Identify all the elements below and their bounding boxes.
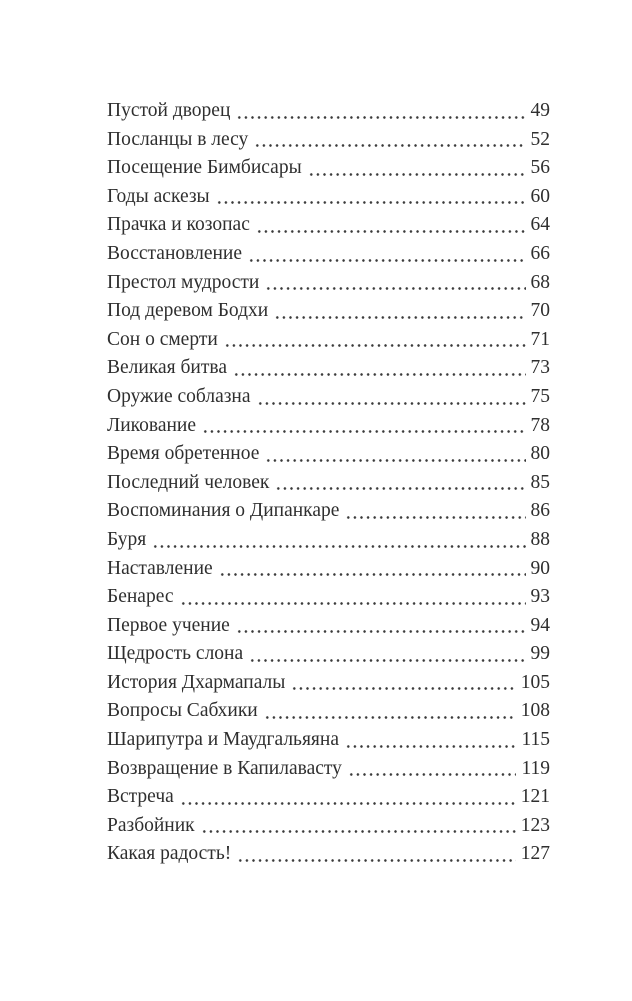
toc-entry-title: Великая битва bbox=[107, 357, 227, 379]
toc-entry-page-number: 88 bbox=[530, 528, 550, 550]
toc-entry-title: Буря bbox=[107, 528, 147, 550]
toc-entry-title: Щедрость слона bbox=[107, 643, 244, 665]
toc-entry-page-number: 71 bbox=[530, 328, 550, 350]
dot-leader bbox=[180, 583, 526, 612]
toc-entry-title: Время обретенное bbox=[107, 443, 260, 465]
toc-entry bbox=[107, 183, 550, 212]
dot-leader bbox=[236, 612, 526, 641]
toc-entry-page-number: 127 bbox=[520, 843, 550, 865]
toc-entry-page-number: 68 bbox=[530, 271, 550, 293]
toc-entry-title: Престол мудрости bbox=[107, 271, 260, 293]
toc-entry-title: Оружие соблазна bbox=[107, 385, 251, 407]
toc-entry-page-number: 121 bbox=[520, 786, 550, 808]
toc-entry-page-number: 94 bbox=[530, 614, 550, 636]
toc-entry-page-number: 70 bbox=[530, 300, 550, 322]
toc-entry-title: Первое учение bbox=[107, 614, 230, 636]
dot-leader bbox=[265, 440, 525, 469]
dot-leader bbox=[291, 669, 515, 698]
toc-entry-page-number: 78 bbox=[530, 414, 550, 436]
toc-entry-page-number: 108 bbox=[520, 700, 550, 722]
dot-leader bbox=[348, 755, 517, 784]
toc-entry bbox=[107, 97, 550, 126]
toc-entry-title: Наставление bbox=[107, 557, 213, 579]
dot-leader bbox=[345, 497, 525, 526]
dot-leader bbox=[236, 97, 525, 126]
toc-entry-page-number: 64 bbox=[530, 214, 550, 236]
dot-leader bbox=[216, 183, 526, 212]
toc-entry-page-number: 119 bbox=[521, 757, 550, 779]
toc-entry bbox=[107, 640, 550, 669]
toc-entry-title: Ликование bbox=[107, 414, 197, 436]
toc-entry-page-number: 85 bbox=[530, 471, 550, 493]
dot-leader bbox=[274, 297, 525, 326]
toc-entry-title: Пустой дворец bbox=[107, 100, 231, 121]
toc-entry-title: Под деревом Бодхи bbox=[107, 300, 269, 322]
toc-entry bbox=[107, 812, 550, 841]
toc-entry-title: Сон о смерти bbox=[107, 328, 218, 350]
dot-leader bbox=[201, 812, 516, 841]
toc-entry bbox=[107, 783, 550, 812]
toc-entry-title: Посланцы в лесу bbox=[107, 128, 249, 150]
dot-leader bbox=[254, 126, 525, 155]
toc-entry-page-number: 66 bbox=[530, 242, 550, 264]
toc-entry-title: Шарипутра и Маудгальяяна bbox=[107, 729, 339, 751]
toc-entry bbox=[107, 211, 550, 240]
toc-entry bbox=[107, 583, 550, 612]
toc-entry-title: Бенарес bbox=[107, 586, 174, 608]
toc-entry-page-number: 49 bbox=[530, 100, 550, 121]
toc-entry bbox=[107, 326, 550, 355]
toc-entry-page-number: 56 bbox=[530, 157, 550, 179]
toc-entry-page-number: 80 bbox=[530, 443, 550, 465]
dot-leader bbox=[152, 526, 525, 555]
toc-entry-title: Годы аскезы bbox=[107, 185, 210, 207]
toc-entry bbox=[107, 840, 550, 869]
table-of-contents bbox=[107, 97, 550, 869]
dot-leader bbox=[265, 269, 525, 298]
toc-entry bbox=[107, 412, 550, 441]
toc-entry bbox=[107, 154, 550, 183]
toc-entry-page-number: 115 bbox=[521, 729, 550, 751]
toc-entry bbox=[107, 497, 550, 526]
dot-leader bbox=[248, 240, 525, 269]
toc-entry-title: Разбойник bbox=[107, 814, 195, 836]
toc-entry-page-number: 90 bbox=[530, 557, 550, 579]
toc-entry-title: Воспоминания о Дипанкаре bbox=[107, 500, 340, 522]
dot-leader bbox=[237, 840, 516, 869]
toc-entry bbox=[107, 612, 550, 641]
toc-entry-title: Встреча bbox=[107, 786, 174, 808]
dot-leader bbox=[264, 697, 516, 726]
dot-leader bbox=[224, 326, 526, 355]
dot-leader bbox=[275, 469, 525, 498]
toc-entry-title: Прачка и козопас bbox=[107, 214, 250, 236]
toc-entry bbox=[107, 526, 550, 555]
dot-leader bbox=[249, 640, 525, 669]
toc-entry-page-number: 99 bbox=[530, 643, 550, 665]
toc-entry-title: Восстановление bbox=[107, 242, 243, 264]
dot-leader bbox=[256, 211, 526, 240]
toc-entry bbox=[107, 697, 550, 726]
toc-entry bbox=[107, 555, 550, 584]
dot-leader bbox=[345, 726, 516, 755]
toc-entry-page-number: 86 bbox=[530, 500, 550, 522]
dot-leader bbox=[233, 354, 526, 383]
toc-entry-page-number: 73 bbox=[530, 357, 550, 379]
toc-entry-title: Вопросы Сабхики bbox=[107, 700, 258, 722]
toc-entry-page-number: 105 bbox=[520, 671, 550, 693]
toc-entry bbox=[107, 126, 550, 155]
toc-entry bbox=[107, 240, 550, 269]
toc-entry-page-number: 123 bbox=[520, 814, 550, 836]
toc-entry-page-number: 52 bbox=[530, 128, 550, 150]
toc-entry bbox=[107, 297, 550, 326]
toc-entry-title: История Дхармапалы bbox=[107, 671, 286, 693]
toc-entry bbox=[107, 440, 550, 469]
toc-entry-title: Какая радость! bbox=[107, 843, 232, 865]
dot-leader bbox=[180, 783, 516, 812]
toc-entry-title: Возвращение в Капилавасту bbox=[107, 757, 342, 779]
dot-leader bbox=[219, 555, 526, 584]
toc-entry bbox=[107, 269, 550, 298]
toc-entry-title: Последний человек bbox=[107, 471, 270, 493]
toc-entry-page-number: 75 bbox=[530, 385, 550, 407]
toc-entry-page-number: 93 bbox=[530, 586, 550, 608]
toc-entry bbox=[107, 669, 550, 698]
toc-entry bbox=[107, 354, 550, 383]
toc-entry-page-number: 60 bbox=[530, 185, 550, 207]
dot-leader bbox=[308, 154, 526, 183]
toc-entry-title: Посещение Бимбисары bbox=[107, 157, 302, 179]
toc-entry bbox=[107, 755, 550, 784]
toc-entry bbox=[107, 383, 550, 412]
toc-entry bbox=[107, 469, 550, 498]
dot-leader bbox=[202, 412, 525, 441]
dot-leader bbox=[257, 383, 526, 412]
toc-entry bbox=[107, 726, 550, 755]
